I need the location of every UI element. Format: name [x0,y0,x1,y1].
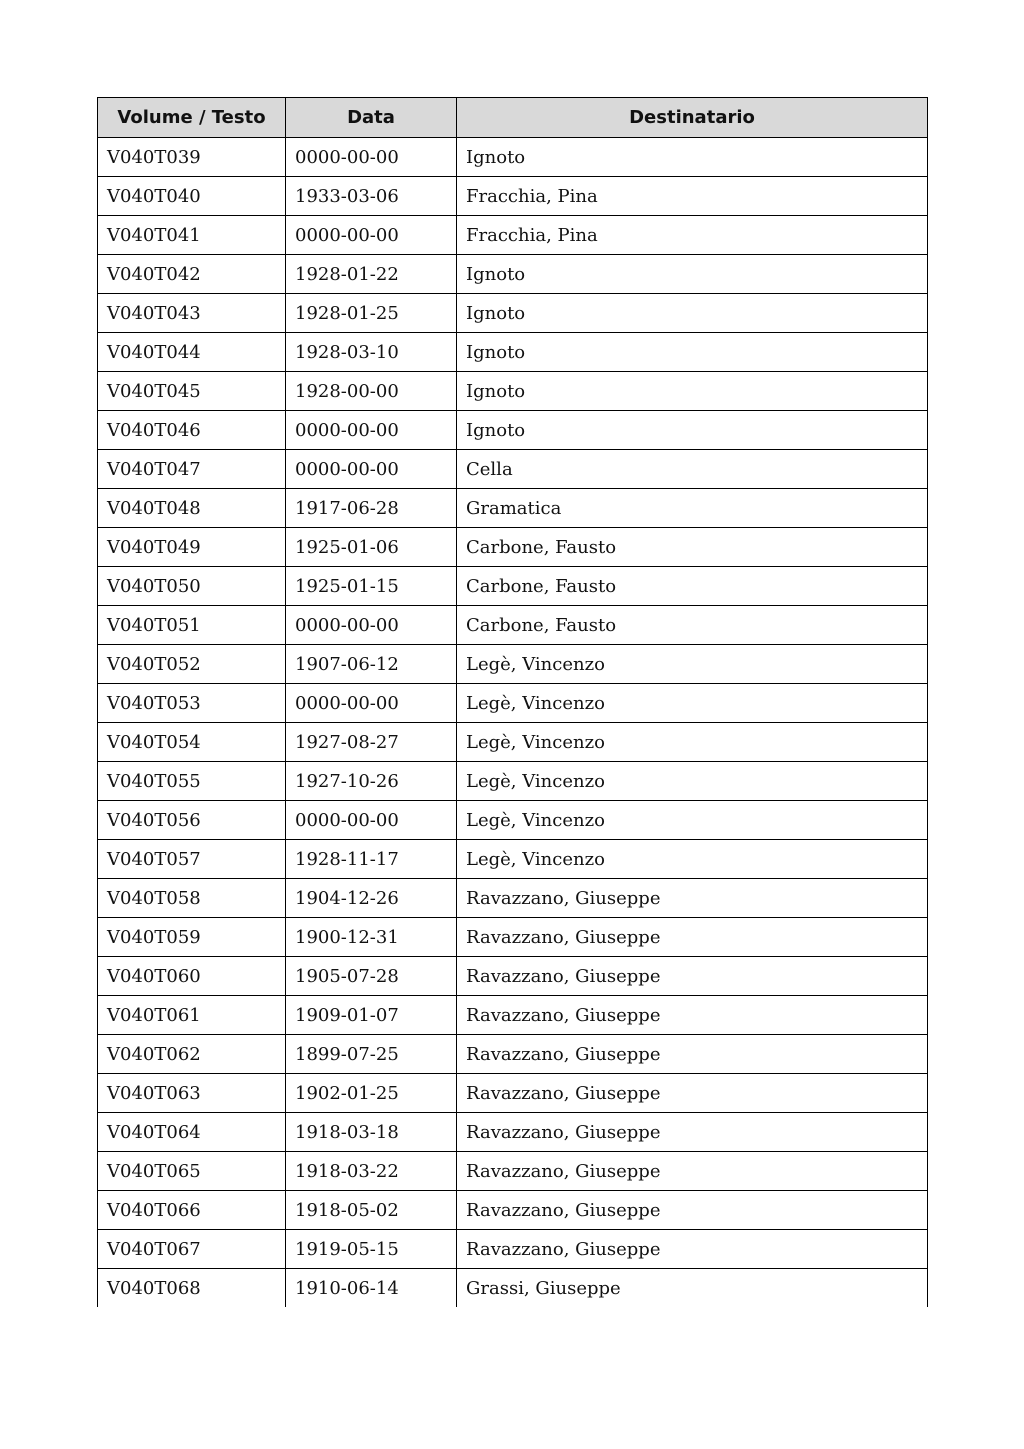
cell-data: 1928-01-22 [286,255,457,294]
cell-destinatario: Ignoto [457,255,928,294]
table-row [98,177,928,216]
cell-destinatario: Ravazzano, Giuseppe [457,879,928,918]
cell-volume-testo: V040T066 [98,1191,286,1230]
table-row [98,1152,928,1191]
table-row [98,216,928,255]
cell-data: 1904-12-26 [286,879,457,918]
cell-data: 1925-01-15 [286,567,457,606]
cell-volume-testo: V040T050 [98,567,286,606]
column-header-volume-testo: Volume / Testo [98,98,286,138]
cell-data: 0000-00-00 [286,684,457,723]
cell-destinatario: Fracchia, Pina [457,177,928,216]
cell-data: 1928-03-10 [286,333,457,372]
table-row [98,1074,928,1113]
cell-volume-testo: V040T044 [98,333,286,372]
cell-data: 0000-00-00 [286,216,457,255]
cell-destinatario: Legè, Vincenzo [457,645,928,684]
cell-volume-testo: V040T045 [98,372,286,411]
cell-data: 1905-07-28 [286,957,457,996]
cell-destinatario: Ravazzano, Giuseppe [457,1074,928,1113]
cell-volume-testo: V040T043 [98,294,286,333]
cell-destinatario: Ravazzano, Giuseppe [457,1230,928,1269]
table-row [98,723,928,762]
cell-destinatario: Ignoto [457,411,928,450]
cell-destinatario: Ravazzano, Giuseppe [457,1152,928,1191]
cell-data: 1909-01-07 [286,996,457,1035]
table-row [98,1269,928,1308]
table-row [98,684,928,723]
cell-data: 1928-01-25 [286,294,457,333]
table-row [98,567,928,606]
cell-data: 1900-12-31 [286,918,457,957]
cell-destinatario: Ravazzano, Giuseppe [457,957,928,996]
cell-volume-testo: V040T062 [98,1035,286,1074]
table-row [98,918,928,957]
cell-destinatario: Ignoto [457,138,928,177]
cell-volume-testo: V040T064 [98,1113,286,1152]
cell-destinatario: Legè, Vincenzo [457,723,928,762]
cell-volume-testo: V040T046 [98,411,286,450]
table-row [98,411,928,450]
table-row [98,255,928,294]
table-row [98,801,928,840]
cell-volume-testo: V040T041 [98,216,286,255]
cell-destinatario: Legè, Vincenzo [457,801,928,840]
cell-data: 1927-08-27 [286,723,457,762]
cell-destinatario: Carbone, Fausto [457,567,928,606]
cell-destinatario: Gramatica [457,489,928,528]
cell-destinatario: Ignoto [457,372,928,411]
cell-volume-testo: V040T053 [98,684,286,723]
table-row [98,957,928,996]
cell-volume-testo: V040T060 [98,957,286,996]
table-row [98,489,928,528]
cell-data: 1933-03-06 [286,177,457,216]
cell-volume-testo: V040T049 [98,528,286,567]
cell-data: 0000-00-00 [286,801,457,840]
cell-data: 1927-10-26 [286,762,457,801]
cell-volume-testo: V040T047 [98,450,286,489]
cell-volume-testo: V040T057 [98,840,286,879]
table-row [98,528,928,567]
cell-volume-testo: V040T051 [98,606,286,645]
cell-data: 1928-00-00 [286,372,457,411]
table-row [98,372,928,411]
cell-destinatario: Legè, Vincenzo [457,762,928,801]
letters-table [97,97,928,1307]
table-row [98,606,928,645]
cell-data: 1910-06-14 [286,1269,457,1308]
table-row [98,762,928,801]
cell-destinatario: Carbone, Fausto [457,528,928,567]
cell-volume-testo: V040T048 [98,489,286,528]
cell-volume-testo: V040T052 [98,645,286,684]
cell-destinatario: Fracchia, Pina [457,216,928,255]
cell-volume-testo: V040T058 [98,879,286,918]
cell-volume-testo: V040T059 [98,918,286,957]
cell-destinatario: Ravazzano, Giuseppe [457,918,928,957]
cell-destinatario: Ravazzano, Giuseppe [457,1035,928,1074]
cell-data: 0000-00-00 [286,138,457,177]
cell-volume-testo: V040T040 [98,177,286,216]
cell-data: 0000-00-00 [286,450,457,489]
column-header-destinatario: Destinatario [457,98,928,138]
cell-destinatario: Legè, Vincenzo [457,840,928,879]
cell-destinatario: Ignoto [457,294,928,333]
table-row [98,1230,928,1269]
cell-volume-testo: V040T042 [98,255,286,294]
table-row [98,1191,928,1230]
cell-data: 1918-03-22 [286,1152,457,1191]
cell-data: 1919-05-15 [286,1230,457,1269]
cell-data: 1925-01-06 [286,528,457,567]
cell-volume-testo: V040T065 [98,1152,286,1191]
cell-volume-testo: V040T067 [98,1230,286,1269]
cell-destinatario: Cella [457,450,928,489]
cell-data: 1918-05-02 [286,1191,457,1230]
cell-destinatario: Ravazzano, Giuseppe [457,1191,928,1230]
cell-volume-testo: V040T056 [98,801,286,840]
cell-volume-testo: V040T068 [98,1269,286,1308]
cell-data: 1899-07-25 [286,1035,457,1074]
cell-volume-testo: V040T061 [98,996,286,1035]
column-header-data: Data [286,98,457,138]
cell-volume-testo: V040T063 [98,1074,286,1113]
cell-data: 1917-06-28 [286,489,457,528]
cell-data: 1907-06-12 [286,645,457,684]
cell-data: 0000-00-00 [286,606,457,645]
table-row [98,840,928,879]
cell-volume-testo: V040T055 [98,762,286,801]
table-body [98,138,928,1308]
table-row [98,1035,928,1074]
table-row [98,333,928,372]
table-row [98,645,928,684]
cell-destinatario: Legè, Vincenzo [457,684,928,723]
cell-destinatario: Ravazzano, Giuseppe [457,996,928,1035]
cell-data: 0000-00-00 [286,411,457,450]
table-row [98,138,928,177]
cell-volume-testo: V040T039 [98,138,286,177]
table-row [98,879,928,918]
cell-volume-testo: V040T054 [98,723,286,762]
table-row [98,294,928,333]
cell-data: 1928-11-17 [286,840,457,879]
cell-data: 1918-03-18 [286,1113,457,1152]
cell-destinatario: Ravazzano, Giuseppe [457,1113,928,1152]
table-row [98,450,928,489]
table-row [98,1113,928,1152]
cell-destinatario: Ignoto [457,333,928,372]
cell-data: 1902-01-25 [286,1074,457,1113]
cell-destinatario: Grassi, Giuseppe [457,1269,928,1308]
cell-destinatario: Carbone, Fausto [457,606,928,645]
table-header-row [98,98,928,138]
table-row [98,996,928,1035]
